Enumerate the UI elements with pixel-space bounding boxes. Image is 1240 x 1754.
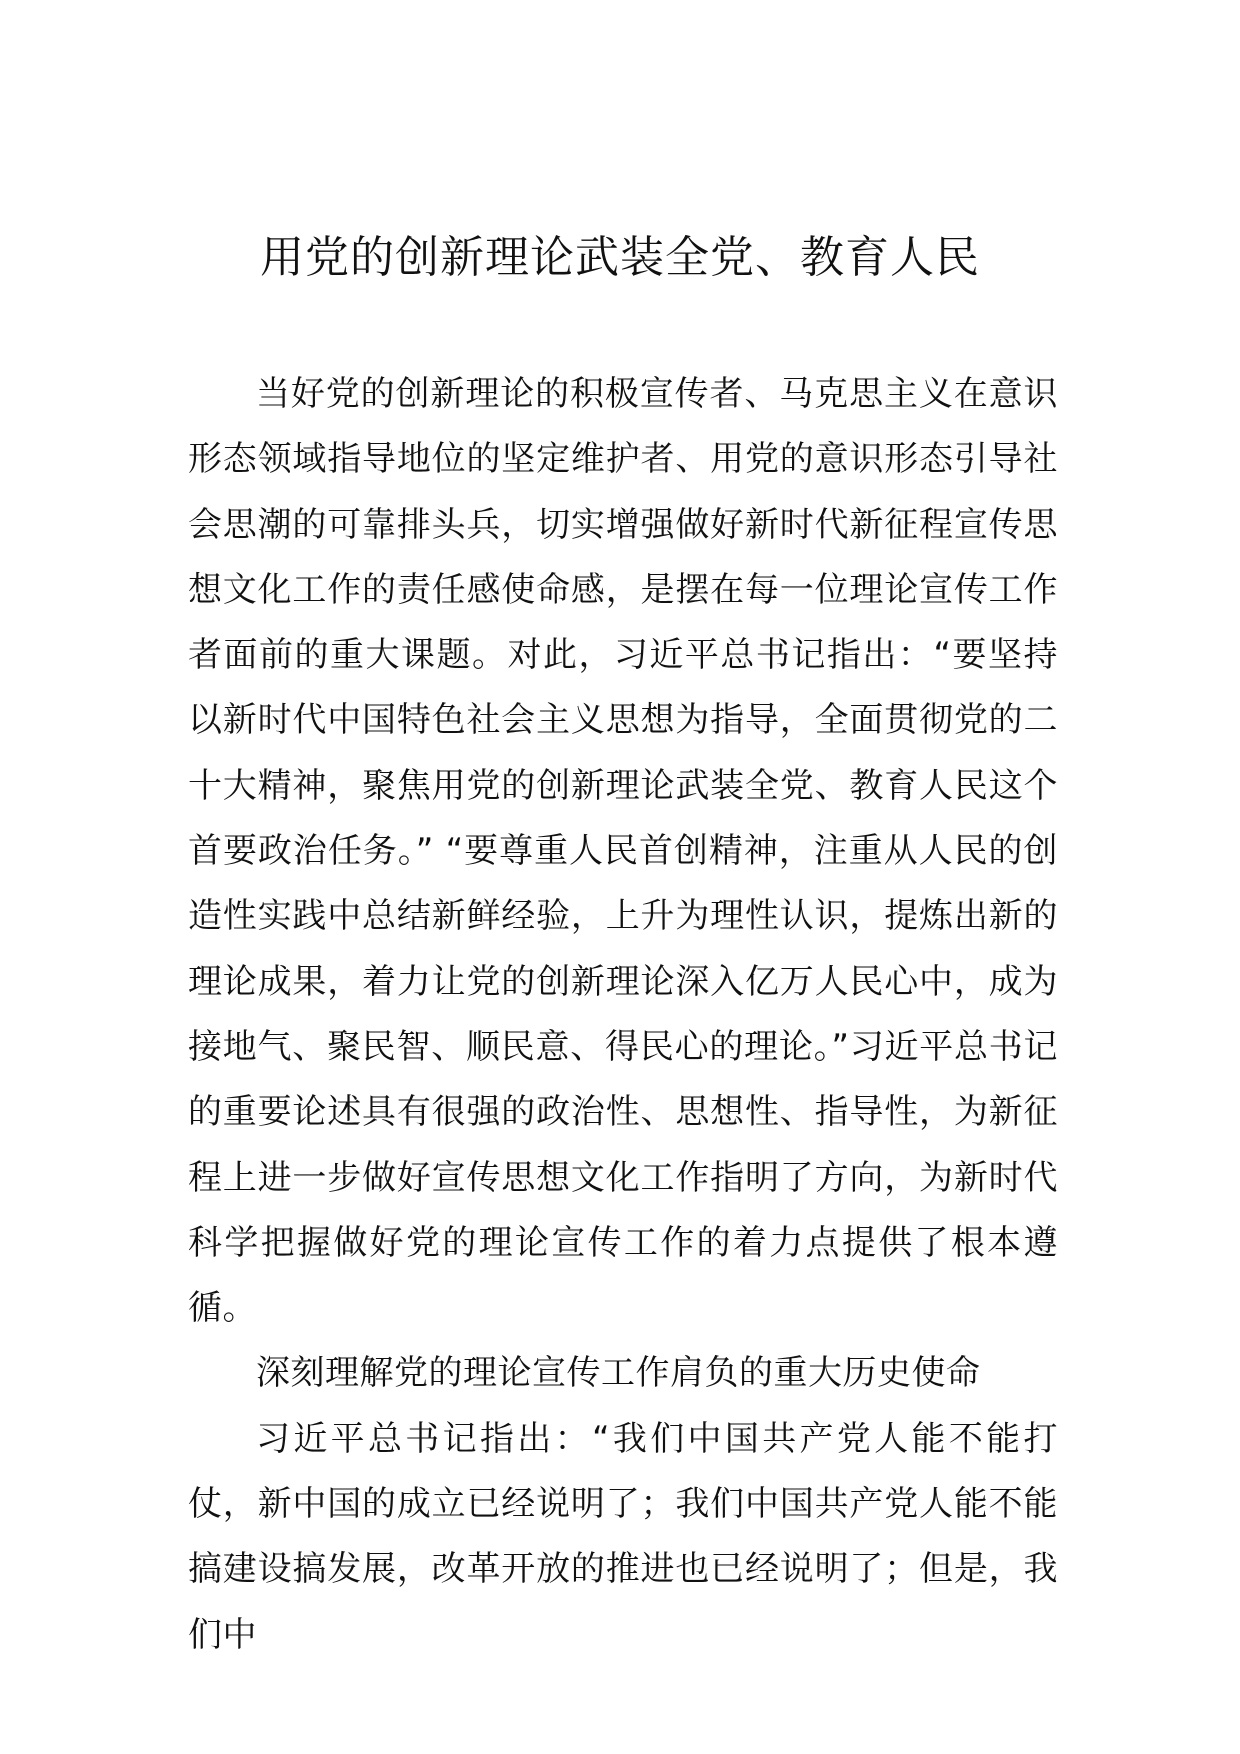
section-heading: 深刻理解党的理论宣传工作肩负的重大历史使命 — [256, 1353, 981, 1394]
document-title: 用党的创新理论武装全党、教育人民 — [260, 232, 980, 283]
paragraph-quote: 习近平总书记指出：“我们中国共产党人能不能打仗，新中国的成立已经说明了；我们中国共产党人能不能搞建设搞发展，改革开放的推进也已经说明了；但是，我们中 — [188, 1418, 1058, 1655]
document-body — [188, 362, 1058, 1668]
paragraph-intro: 当好党的创新理论的积极宣传者、马克思主义在意识形态领域指导地位的坚定维护者、用党的意识形态引导社会思潮的可靠排头兵，切实增强做好新时代新征程宣传思想文化工作的责任感使命感，是摆在每一位理论宣传工作者面前的重大课题。对此，习近平总书记指出：“要坚持以新时代中国特色社会主义思想为指导，全面贯彻党的二十大精神，聚焦用党的创新理论武装全党、教育人民这个首要政治任务。” “要尊重人民首创精神，注重从人民的创造性实践中总结新鲜经验，上升为理性认识，提炼出新的理论成果，着力让党的创新理论深入亿万人民心中，成为接地气、聚民智、顺民意、得民心的理论。”习近平总书记的重要论述具有很强的政治性、思想性、指导性，为新征程上进一步做好宣传思想文化工作指明了方向，为新时代科学把握做好党的理论宣传工作的着力点提供了根本遵循。 — [188, 374, 1058, 1329]
